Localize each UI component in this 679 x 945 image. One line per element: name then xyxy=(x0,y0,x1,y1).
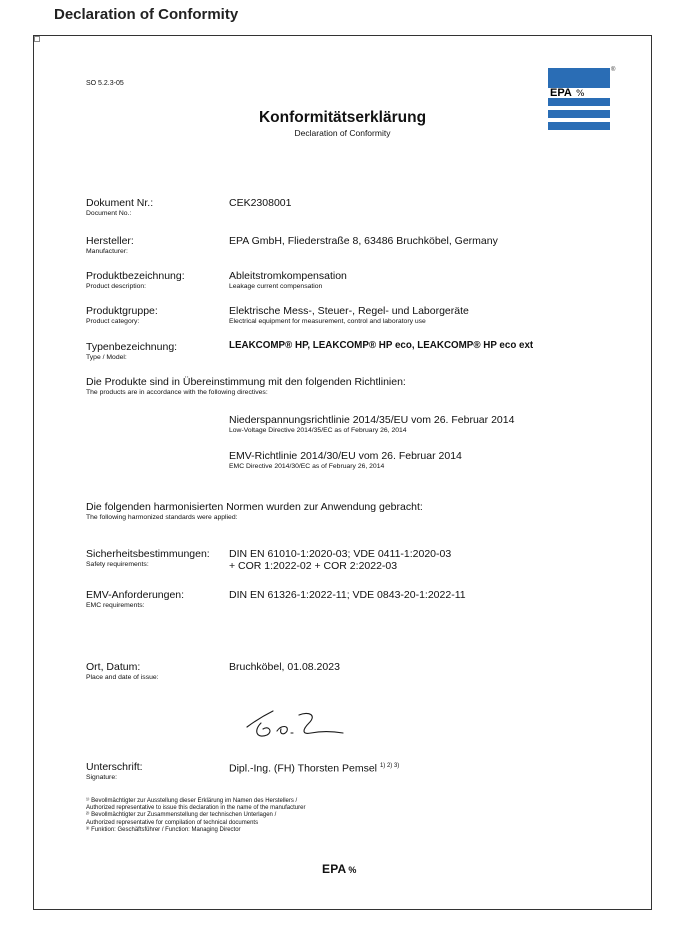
product-description-value: Ableitstromkompensation Leakage current compensation xyxy=(229,270,347,290)
document-subtitle: Declaration of Conformity xyxy=(294,128,391,138)
directive-item: Niederspannungsrichtlinie 2014/35/EU vom 26. Februar 2014 Low-Voltage Directive 2014/35/EC as of February 26, 2014 xyxy=(229,414,515,434)
type-model-label: Typenbezeichnung: Type / Model: xyxy=(86,341,178,361)
registered-mark: ® xyxy=(611,67,616,73)
emc-value: DIN EN 61326-1:2022-11; VDE 0843-20-1:2022-11 xyxy=(229,589,466,601)
emc-label: EMV-Anforderungen: EMC requirements: xyxy=(86,589,185,609)
directive-item: EMV-Richtlinie 2014/30/EU vom 26. Februar 2014 EMC Directive 2014/30/EC as of February 26, 2014 xyxy=(229,450,462,470)
logo-text: EPA xyxy=(550,87,572,99)
directives-intro: Die Produkte sind in Übereinstimmung mit den folgenden Richtlinien: The products are in accordance with the following directives: xyxy=(86,376,406,396)
signature-label: Unterschrift: Signature: xyxy=(86,761,143,781)
document-no-label: Dokument Nr.: Document No.: xyxy=(86,197,154,217)
handwritten-signature xyxy=(239,701,349,745)
safety-value: DIN EN 61010-1:2020-03; VDE 0411-1:2020-03 + COR 1:2022-02 + COR 2:2022-03 xyxy=(229,548,452,572)
manufacturer-label: Hersteller: Manufacturer: xyxy=(86,235,134,255)
footnotes: ¹⁾ Bevollmächtigter zur Ausstellung dieser Erklärung im Namen des Herstellers / Authorized representative to issue this declaration in the name of the manufacturer ²⁾ Bevollmächtigter zur Zusammenstellung der technischen Unterlagen / Authorized representative for compilation of technical documents ³⁾ Funktion: Geschäftsführer / Function: Managing Director xyxy=(86,798,306,833)
document-code: SO 5.2.3-05 xyxy=(86,80,124,87)
document-title: Konformitätserklärung xyxy=(258,109,427,126)
document-no-value: CEK2308001 xyxy=(229,197,292,209)
product-description-label: Produktbezeichnung: Product description: xyxy=(86,270,185,290)
manufacturer-value: EPA GmbH, Fliederstraße 8, 63486 Bruchköbel, Germany xyxy=(229,235,498,247)
svg-text:%: % xyxy=(576,89,585,99)
signature-name: Dipl.-Ing. (FH) Thorsten Pemsel $^{1) 2) 3)}$ xyxy=(229,762,400,775)
safety-label: Sicherheitsbestimmungen: Safety requirements: xyxy=(86,548,210,568)
document-page xyxy=(33,35,652,910)
page-heading: Declaration of Conformity xyxy=(54,6,239,23)
type-model-value: LEAKCOMP® HP, LEAKCOMP® HP eco, LEAKCOMP® HP eco ext xyxy=(229,340,534,351)
product-category-label: Produktgruppe: Product category: xyxy=(86,305,158,325)
place-date-label: Ort, Datum: Place and date of issue: xyxy=(86,661,159,681)
place-date-value: Bruchköbel, 01.08.2023 xyxy=(229,661,340,673)
footer-logo: EPA % xyxy=(322,862,357,876)
product-category-value: Elektrische Mess-, Steuer-, Regel- und Laborgeräte Electrical equipment for measurement, control and laboratory use xyxy=(229,305,469,325)
corner-marker xyxy=(34,36,40,42)
standards-intro: Die folgenden harmonisierten Normen wurden zur Anwendung gebracht: The following harmonized standards were applied: xyxy=(86,501,423,521)
